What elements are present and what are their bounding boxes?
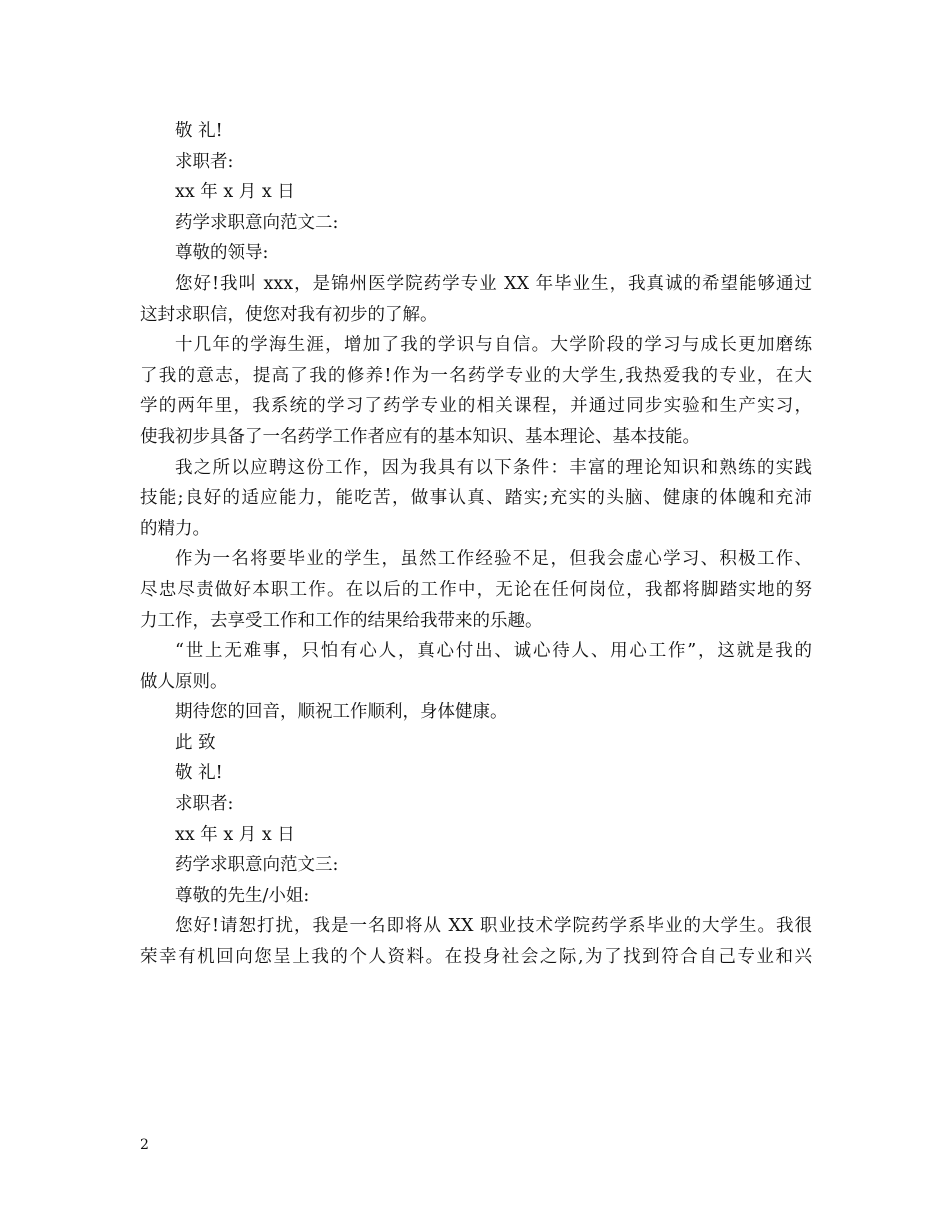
text-line: 尊敬的领导: bbox=[175, 243, 269, 264]
text-line: 做人原则。 bbox=[140, 671, 228, 692]
text-line: 药学求职意向范文二: bbox=[175, 212, 339, 233]
text-line: 尽忠尽责做好本职工作。在以后的工作中，无论在任何岗位，我都将脚踏实地的努 bbox=[140, 579, 812, 600]
text-line: 期待您的回音，顺祝工作顺利，身体健康。 bbox=[175, 702, 508, 723]
text-line: 您好!请恕打扰，我是一名即将从 XX 职业技术学院药学系毕业的大学生。我很 bbox=[175, 916, 812, 937]
text-line: 力工作，去享受工作和工作的结果给我带来的乐趣。 bbox=[140, 610, 543, 631]
text-line: “世上无难事，只怕有心人，真心付出、诚心待人、用心工作”，这就是我的 bbox=[175, 641, 812, 662]
text-line: xx 年 x 月 x 日 bbox=[175, 824, 295, 845]
text-line: 我之所以应聘这份工作，因为我具有以下条件：丰富的理论知识和熟练的实践 bbox=[175, 457, 812, 478]
text-line: 求职者: bbox=[175, 794, 234, 815]
text-line: xx 年 x 月 x 日 bbox=[175, 182, 295, 203]
text-line: 敬 礼! bbox=[175, 121, 223, 141]
text-line: 药学求职意向范文三: bbox=[175, 855, 339, 876]
document-body bbox=[140, 116, 812, 973]
text-line: 使我初步具备了一名药学工作者应有的基本知识、基本理论、基本技能。 bbox=[140, 426, 700, 447]
text-line: 了我的意志，提高了我的修养!作为一名药学专业的大学生,我热爱我的专业，在大 bbox=[140, 365, 812, 386]
text-line: 的精力。 bbox=[140, 518, 210, 539]
text-line: 这封求职信，使您对我有初步的了解。 bbox=[140, 304, 438, 325]
text-line: 求职者: bbox=[175, 151, 234, 172]
text-line: 十几年的学海生涯，增加了我的学识与自信。大学阶段的学习与成长更加磨练 bbox=[175, 335, 812, 356]
text-line: 学的两年里，我系统的学习了药学专业的相关课程，并通过同步实验和生产实习， bbox=[140, 396, 812, 417]
text-line: 荣幸有机回向您呈上我的个人资料。在投身社会之际,为了找到符合自己专业和兴 bbox=[140, 947, 812, 968]
text-line: 您好!我叫 xxx，是锦州医学院药学专业 XX 年毕业生，我真诚的希望能够通过 bbox=[175, 273, 812, 294]
text-line: 技能;良好的适应能力，能吃苦，做事认真、踏实;充实的头脑、健康的体魄和充沛 bbox=[140, 488, 812, 509]
text-line: 敬 礼! bbox=[175, 763, 223, 784]
text-line: 作为一名将要毕业的学生，虽然工作经验不足，但我会虚心学习、积极工作、 bbox=[175, 549, 812, 570]
text-line: 此 致 bbox=[175, 732, 216, 753]
page-number: 2 bbox=[140, 1137, 149, 1153]
text-line: 尊敬的先生/小姐: bbox=[175, 885, 310, 906]
